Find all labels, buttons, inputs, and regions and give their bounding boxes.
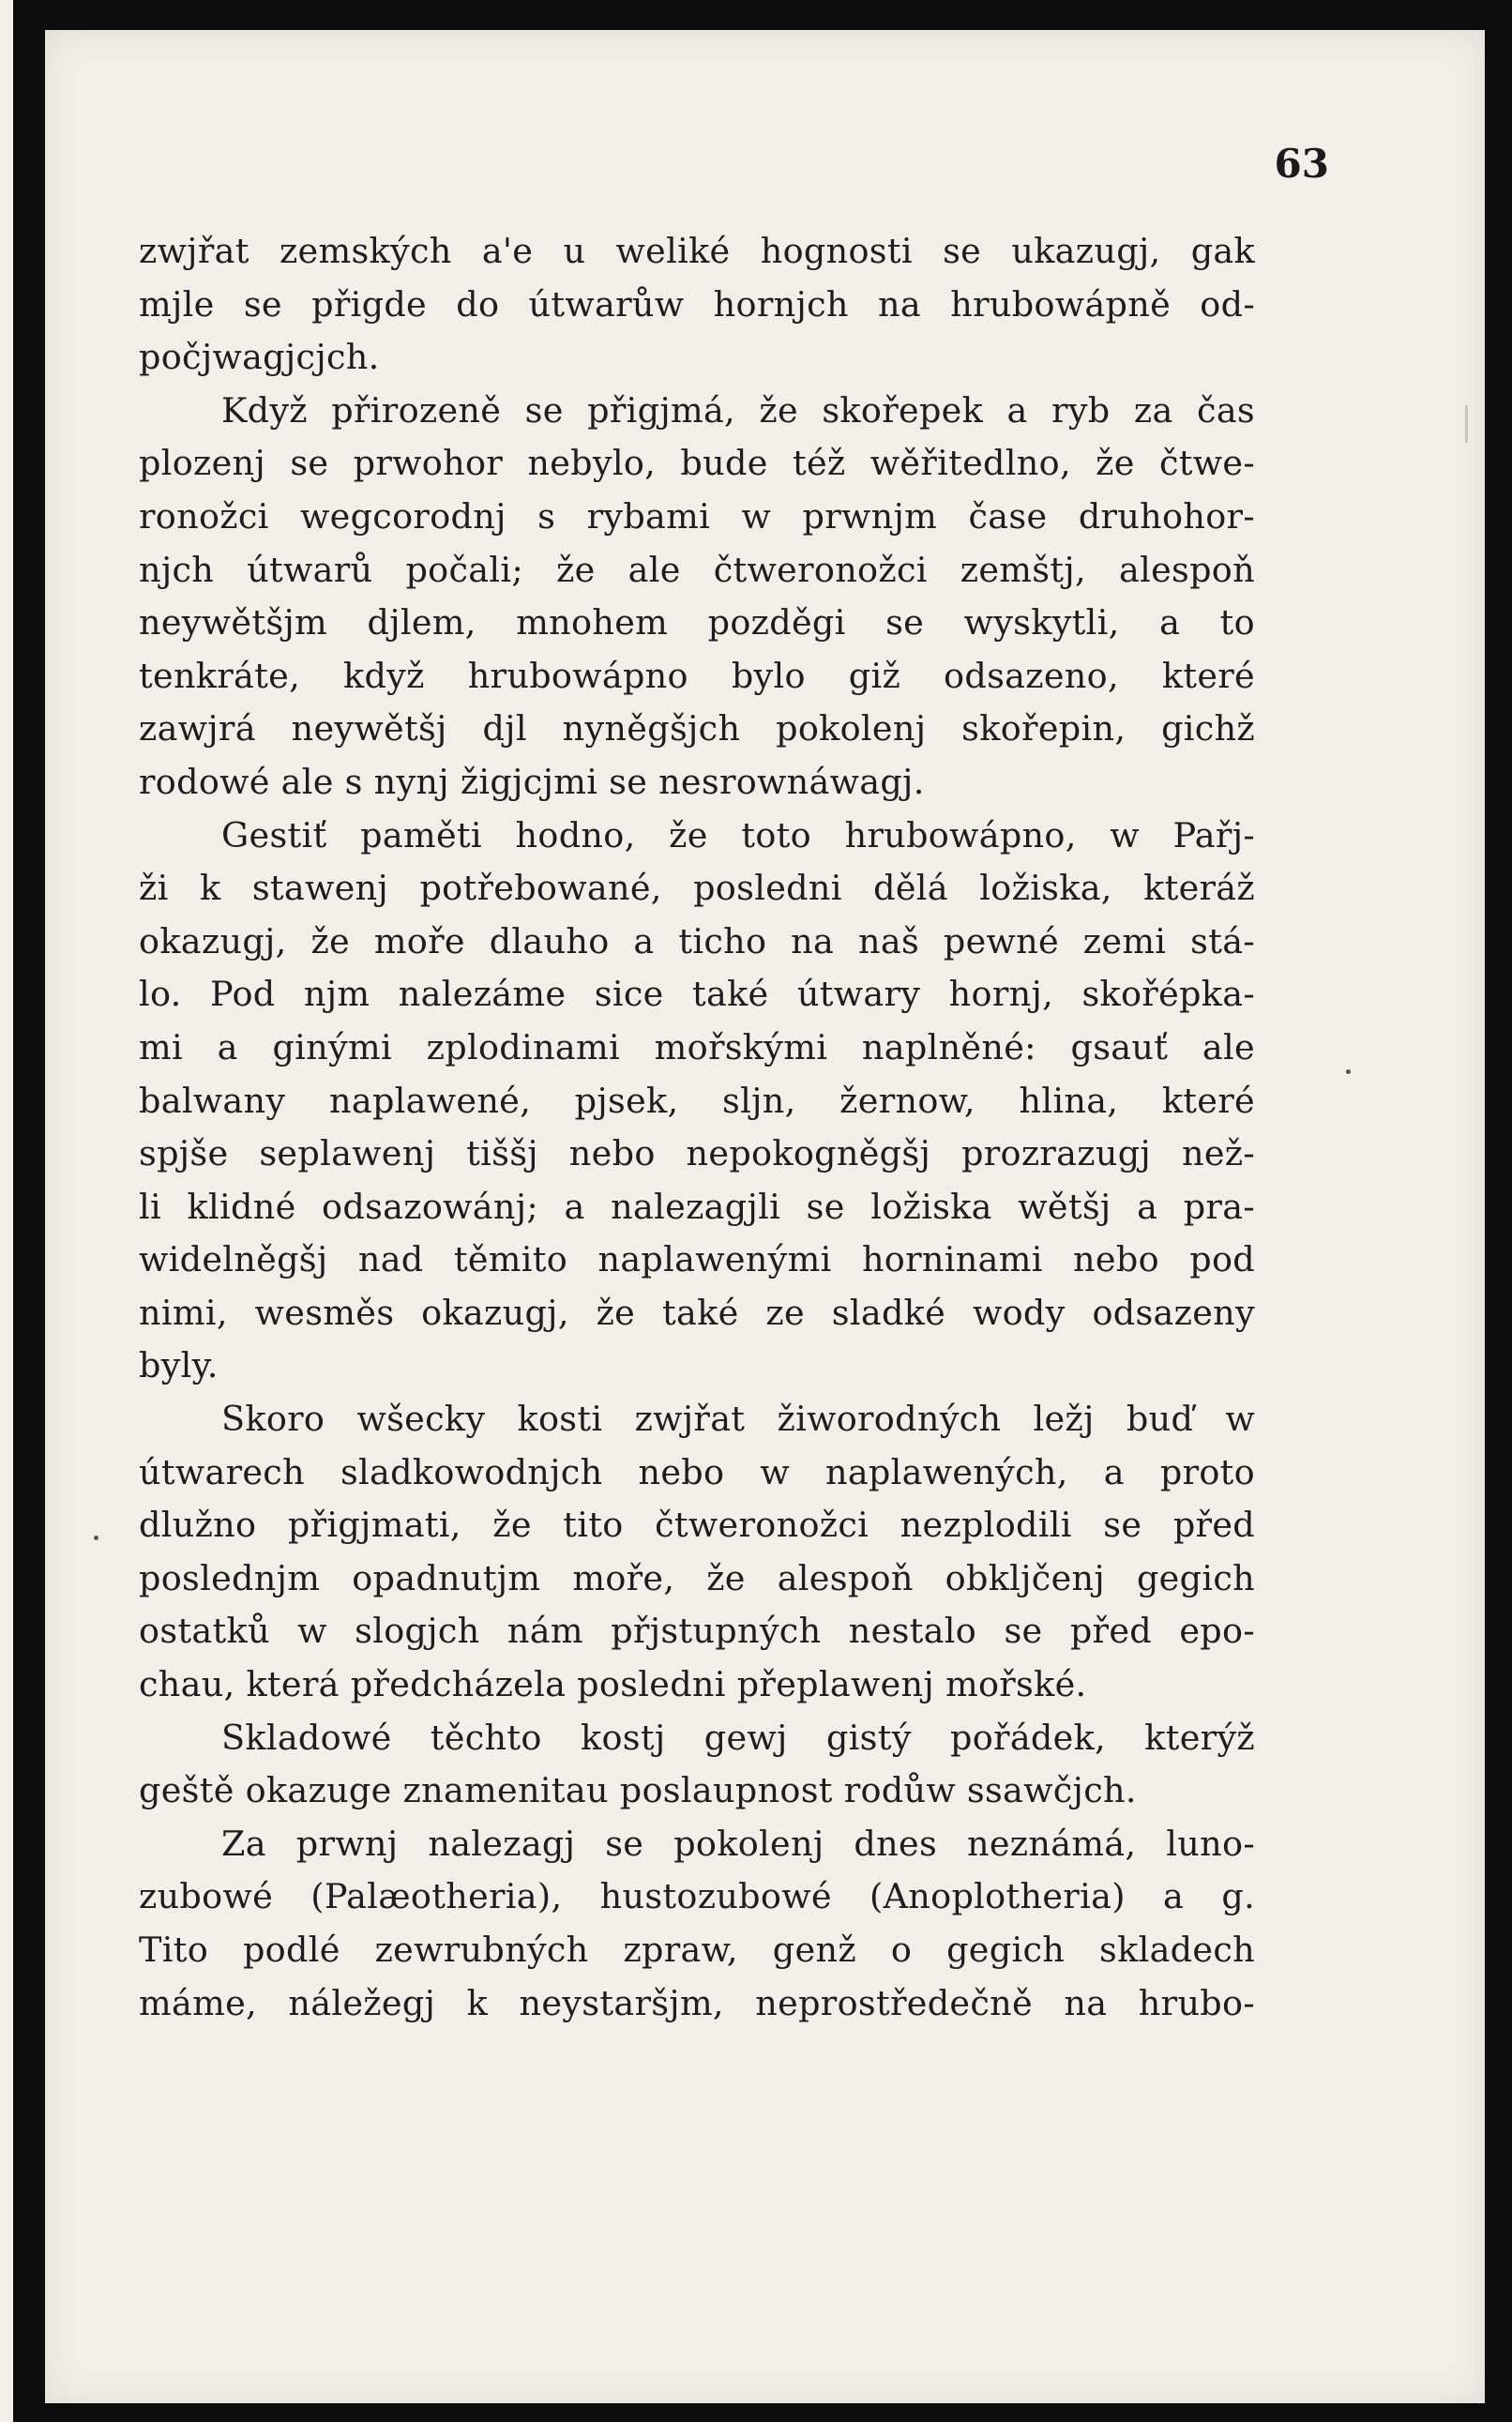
text-line: plozenj se prwohor nebylo, bude též wěřitedlno, že čtwe- xyxy=(139,443,1255,484)
text-line: zawjrá neywětšj djl nyněgšjch pokolenj skořepin, gichž xyxy=(139,708,1255,749)
text-line: tenkráte, když hrubowápno bylo giž odsazeno, které xyxy=(139,655,1255,696)
text-line: Skladowé těchto kostj gewj gistý pořádek, kterýž xyxy=(221,1717,1255,1758)
text-line: spjše seplawenj tiššj nebo nepokogněgšj prozrazugj než- xyxy=(139,1133,1255,1174)
body-text xyxy=(139,225,1255,2030)
text-line: Gestiť paměti hodno, že toto hrubowápno, w Pařj- xyxy=(221,814,1255,855)
text-line: ostatků w slogjch nám přjstupných nestalo se před epo- xyxy=(139,1611,1255,1652)
text-line: mi a ginými zplodinami mořskými naplněné: gsauť ale xyxy=(139,1026,1255,1067)
left-page-edge xyxy=(0,0,13,2422)
text-line: widelněgšj nad těmito naplawenými horninami nebo pod xyxy=(139,1239,1255,1280)
text-line: balwany naplawené, pjsek, sljn, žernow, hlina, které xyxy=(139,1080,1255,1121)
page-edge-mark xyxy=(1465,405,1468,443)
text-line: byly. xyxy=(139,1345,219,1386)
text-line: rodowé ale s nynj žigjcjmi se nesrownáwagj. xyxy=(139,761,925,802)
text-line: njch útwarů počali; že ale čtweronožci zemštj, alespoň xyxy=(139,549,1255,590)
text-line: okazugj, že moře dlauho a ticho na naš pewné zemi stá- xyxy=(139,920,1255,961)
text-line: zwjřat zemských a'e u weliké hognosti se ukazugj, gak xyxy=(139,231,1255,271)
text-line: Skoro wšecky kosti zwjřat žiworodných ležj buď w xyxy=(221,1399,1255,1440)
text-line: lo. Pod njm nalezáme sice také útwary hornj, skořépka- xyxy=(139,974,1255,1015)
text-line: ronožci wegcorodnj s rybami w prwnjm čase druhohor- xyxy=(139,495,1255,537)
text-line: Tito podlé zewrubných zpraw, genž o gegich skladech xyxy=(139,1930,1255,1970)
text-line: počjwagjcjch. xyxy=(139,337,380,378)
text-line: li klidné odsazowánj; a nalezagjli se ložiska wětšj a pra- xyxy=(139,1186,1255,1227)
text-line: chau, která předcházela posledni přeplawenj mořské. xyxy=(139,1664,1087,1705)
text-line: zubowé (Palæotheria), hustozubowé (Anoplotheria) a g. xyxy=(139,1876,1255,1917)
stray-mark xyxy=(94,1536,98,1540)
text-line: geště okazuge znamenitau poslaupnost rodůw ssawčjch. xyxy=(139,1770,1137,1811)
text-line: Za prwnj nalezagj se pokolenj dnes neznámá, luno- xyxy=(221,1823,1255,1864)
text-line: nimi, wesměs okazugj, že také ze sladké wody odsazeny xyxy=(139,1292,1255,1333)
text-line: neywětšjm djlem, mnohem pozděgi se wyskytli, a to xyxy=(139,602,1255,643)
text-line: mjle se přigde do útwarůw hornjch na hrubowápně od- xyxy=(139,283,1255,325)
text-line: dlužno přigjmati, že tito čtweronožci nezplodili se před xyxy=(139,1505,1255,1546)
page-number: 63 xyxy=(1274,141,1329,187)
stray-mark xyxy=(1346,1069,1351,1074)
text-line: ži k stawenj potřebowané, posledni dělá ložiska, kteráž xyxy=(139,868,1255,909)
text-line: útwarech sladkowodnjch nebo w naplawených, a proto xyxy=(139,1451,1255,1492)
text-line: máme, náležegj k neystaršjm, neprostředečně na hrubo- xyxy=(139,1982,1255,2023)
text-line: Když přirozeně se přigjmá, že skořepek a ryb za čas xyxy=(221,389,1255,431)
text-line: poslednjm opadnutjm moře, že alespoň obkljčenj gegich xyxy=(139,1557,1255,1598)
